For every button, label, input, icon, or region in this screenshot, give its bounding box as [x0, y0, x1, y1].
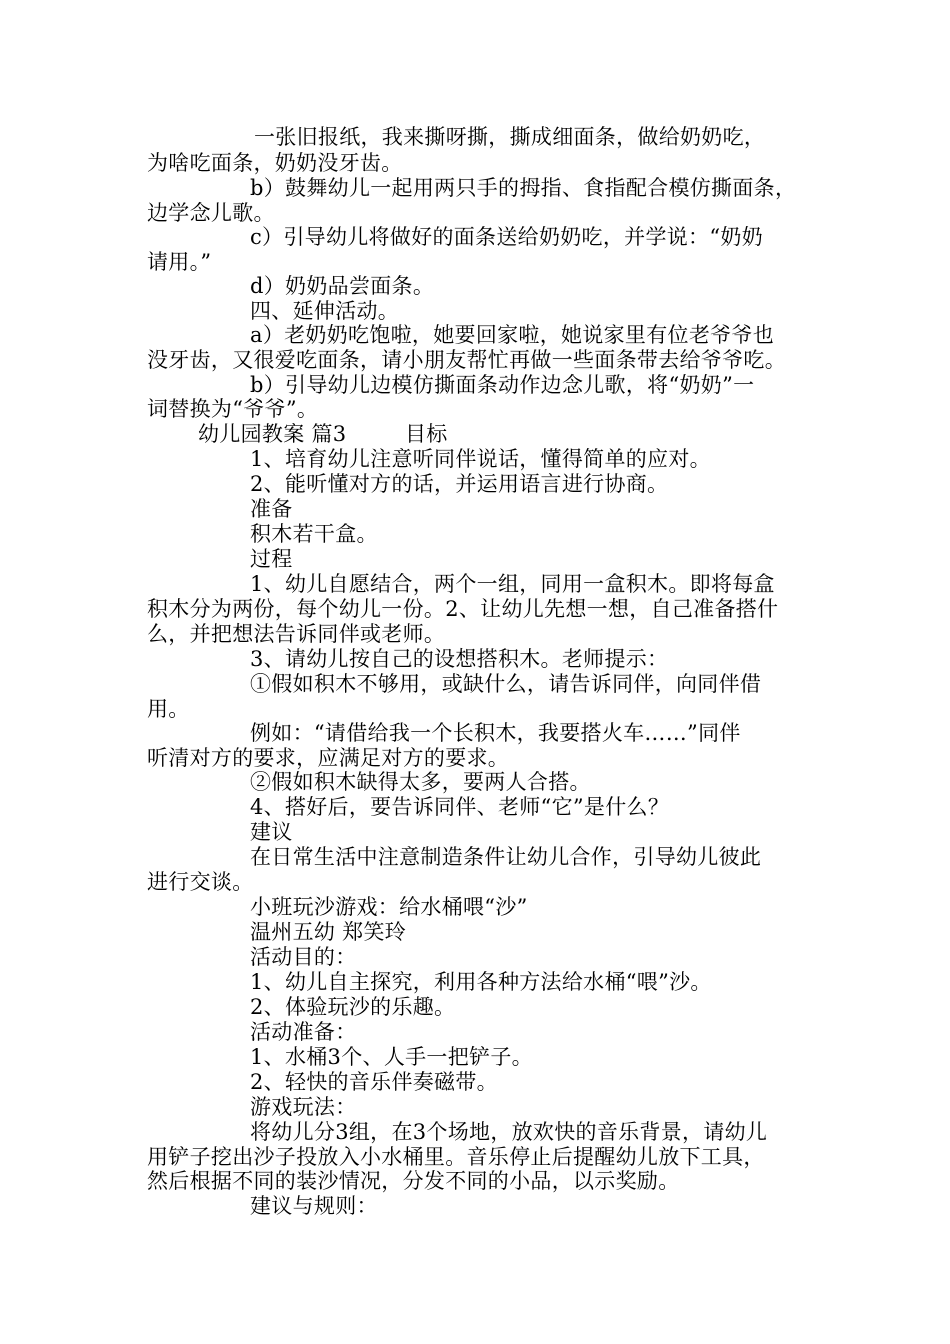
text-line: 积木若干盒。 [250, 522, 378, 546]
text-line: 建议与规则： [250, 1194, 378, 1218]
text-line: 请用。” [147, 250, 212, 274]
text-line: 进行交谈。 [147, 870, 254, 894]
text-line: 积木分为两份，每个幼儿一份。2、让幼儿先想一想，自己准备搭什 [147, 597, 779, 621]
text-line: b）鼓舞幼儿一起用两只手的拇指、食指配合模仿撕面条， [250, 176, 797, 200]
text-line: 4、搭好后，要告诉同伴、老师“它”是什么？ [250, 795, 670, 819]
text-line: 2、体验玩沙的乐趣。 [250, 995, 456, 1019]
text-line: 2、轻快的音乐伴奏磁带。 [250, 1070, 498, 1094]
text-line: 小班玩沙游戏：给水桶喂“沙” [250, 895, 528, 919]
text-line: 1、培育幼儿注意听同伴说话，懂得简单的应对。 [250, 447, 711, 471]
text-line: 1、幼儿自愿结合，两个一组，同用一盒积木。即将每盒 [250, 572, 775, 596]
text-line: 边学念儿歌。 [147, 201, 275, 225]
text-line: 活动准备： [250, 1020, 357, 1044]
text-line: 为啥吃面条，奶奶没牙齿。 [147, 151, 403, 175]
text-line: 将幼儿分3组，在3个场地，放欢快的音乐背景，请幼儿 [250, 1120, 768, 1144]
text-line: 用铲子挖出沙子投放入小水桶里。音乐停止后提醒幼儿放下工具， [147, 1145, 765, 1169]
text-line: 温州五幼 郑笑玲 [250, 920, 407, 944]
text-line: 2、能听懂对方的话，并运用语言进行协商。 [250, 472, 669, 496]
text-line: 游戏玩法： [250, 1095, 357, 1119]
text-line: ①假如积木不够用，或缺什么，请告诉同伴，向同伴借 [250, 672, 762, 696]
section-heading: 幼儿园教案 篇3 [198, 422, 347, 446]
text-line: 然后根据不同的装沙情况，分发不同的小品，以示奖励。 [147, 1169, 680, 1193]
text-line: 过程 [250, 547, 293, 571]
text-line: 准备 [250, 497, 293, 521]
section-heading: 目标 [405, 422, 448, 446]
text-line: 听清对方的要求，应满足对方的要求。 [147, 746, 510, 770]
text-line: a）老奶奶吃饱啦，她要回家啦，她说家里有位老爷爷也 [250, 323, 775, 347]
text-line: 例如：“请借给我一个长积木，我要搭火车……”同伴 [250, 721, 741, 745]
text-line: 四、延伸活动。 [250, 299, 400, 323]
text-line: 词替换为“爷爷”。 [147, 397, 319, 421]
text-line: 用。 [147, 697, 190, 721]
text-line: 么，并把想法告诉同伴或老师。 [147, 622, 446, 646]
text-line: 1、幼儿自主探究，利用各种方法给水桶“喂”沙。 [250, 970, 712, 994]
text-line: d）奶奶品尝面条。 [250, 274, 435, 298]
text-line: 在日常生活中注意制造条件让幼儿合作，引导幼儿彼此 [250, 845, 762, 869]
text-line: 1、水桶3个、人手一把铲子。 [250, 1045, 533, 1069]
text-line: 一张旧报纸，我来撕呀撕，撕成细面条，做给奶奶吃， [254, 125, 766, 149]
text-line: 建议 [250, 820, 293, 844]
text-line: ②假如积木缺得太多，要两人合搭。 [250, 770, 591, 794]
text-line: 3、请幼儿按自己的设想搭积木。老师提示： [250, 647, 669, 671]
text-line: 活动目的： [250, 945, 357, 969]
text-line: 没牙齿，又很爱吃面条，请小朋友帮忙再做一些面条带去给爷爷吃。 [147, 348, 786, 372]
text-line: b）引导幼儿边模仿撕面条动作边念儿歌，将“奶奶”一 [250, 373, 755, 397]
text-line: c）引导幼儿将做好的面条送给奶奶吃，并学说：“奶奶 [250, 225, 763, 249]
